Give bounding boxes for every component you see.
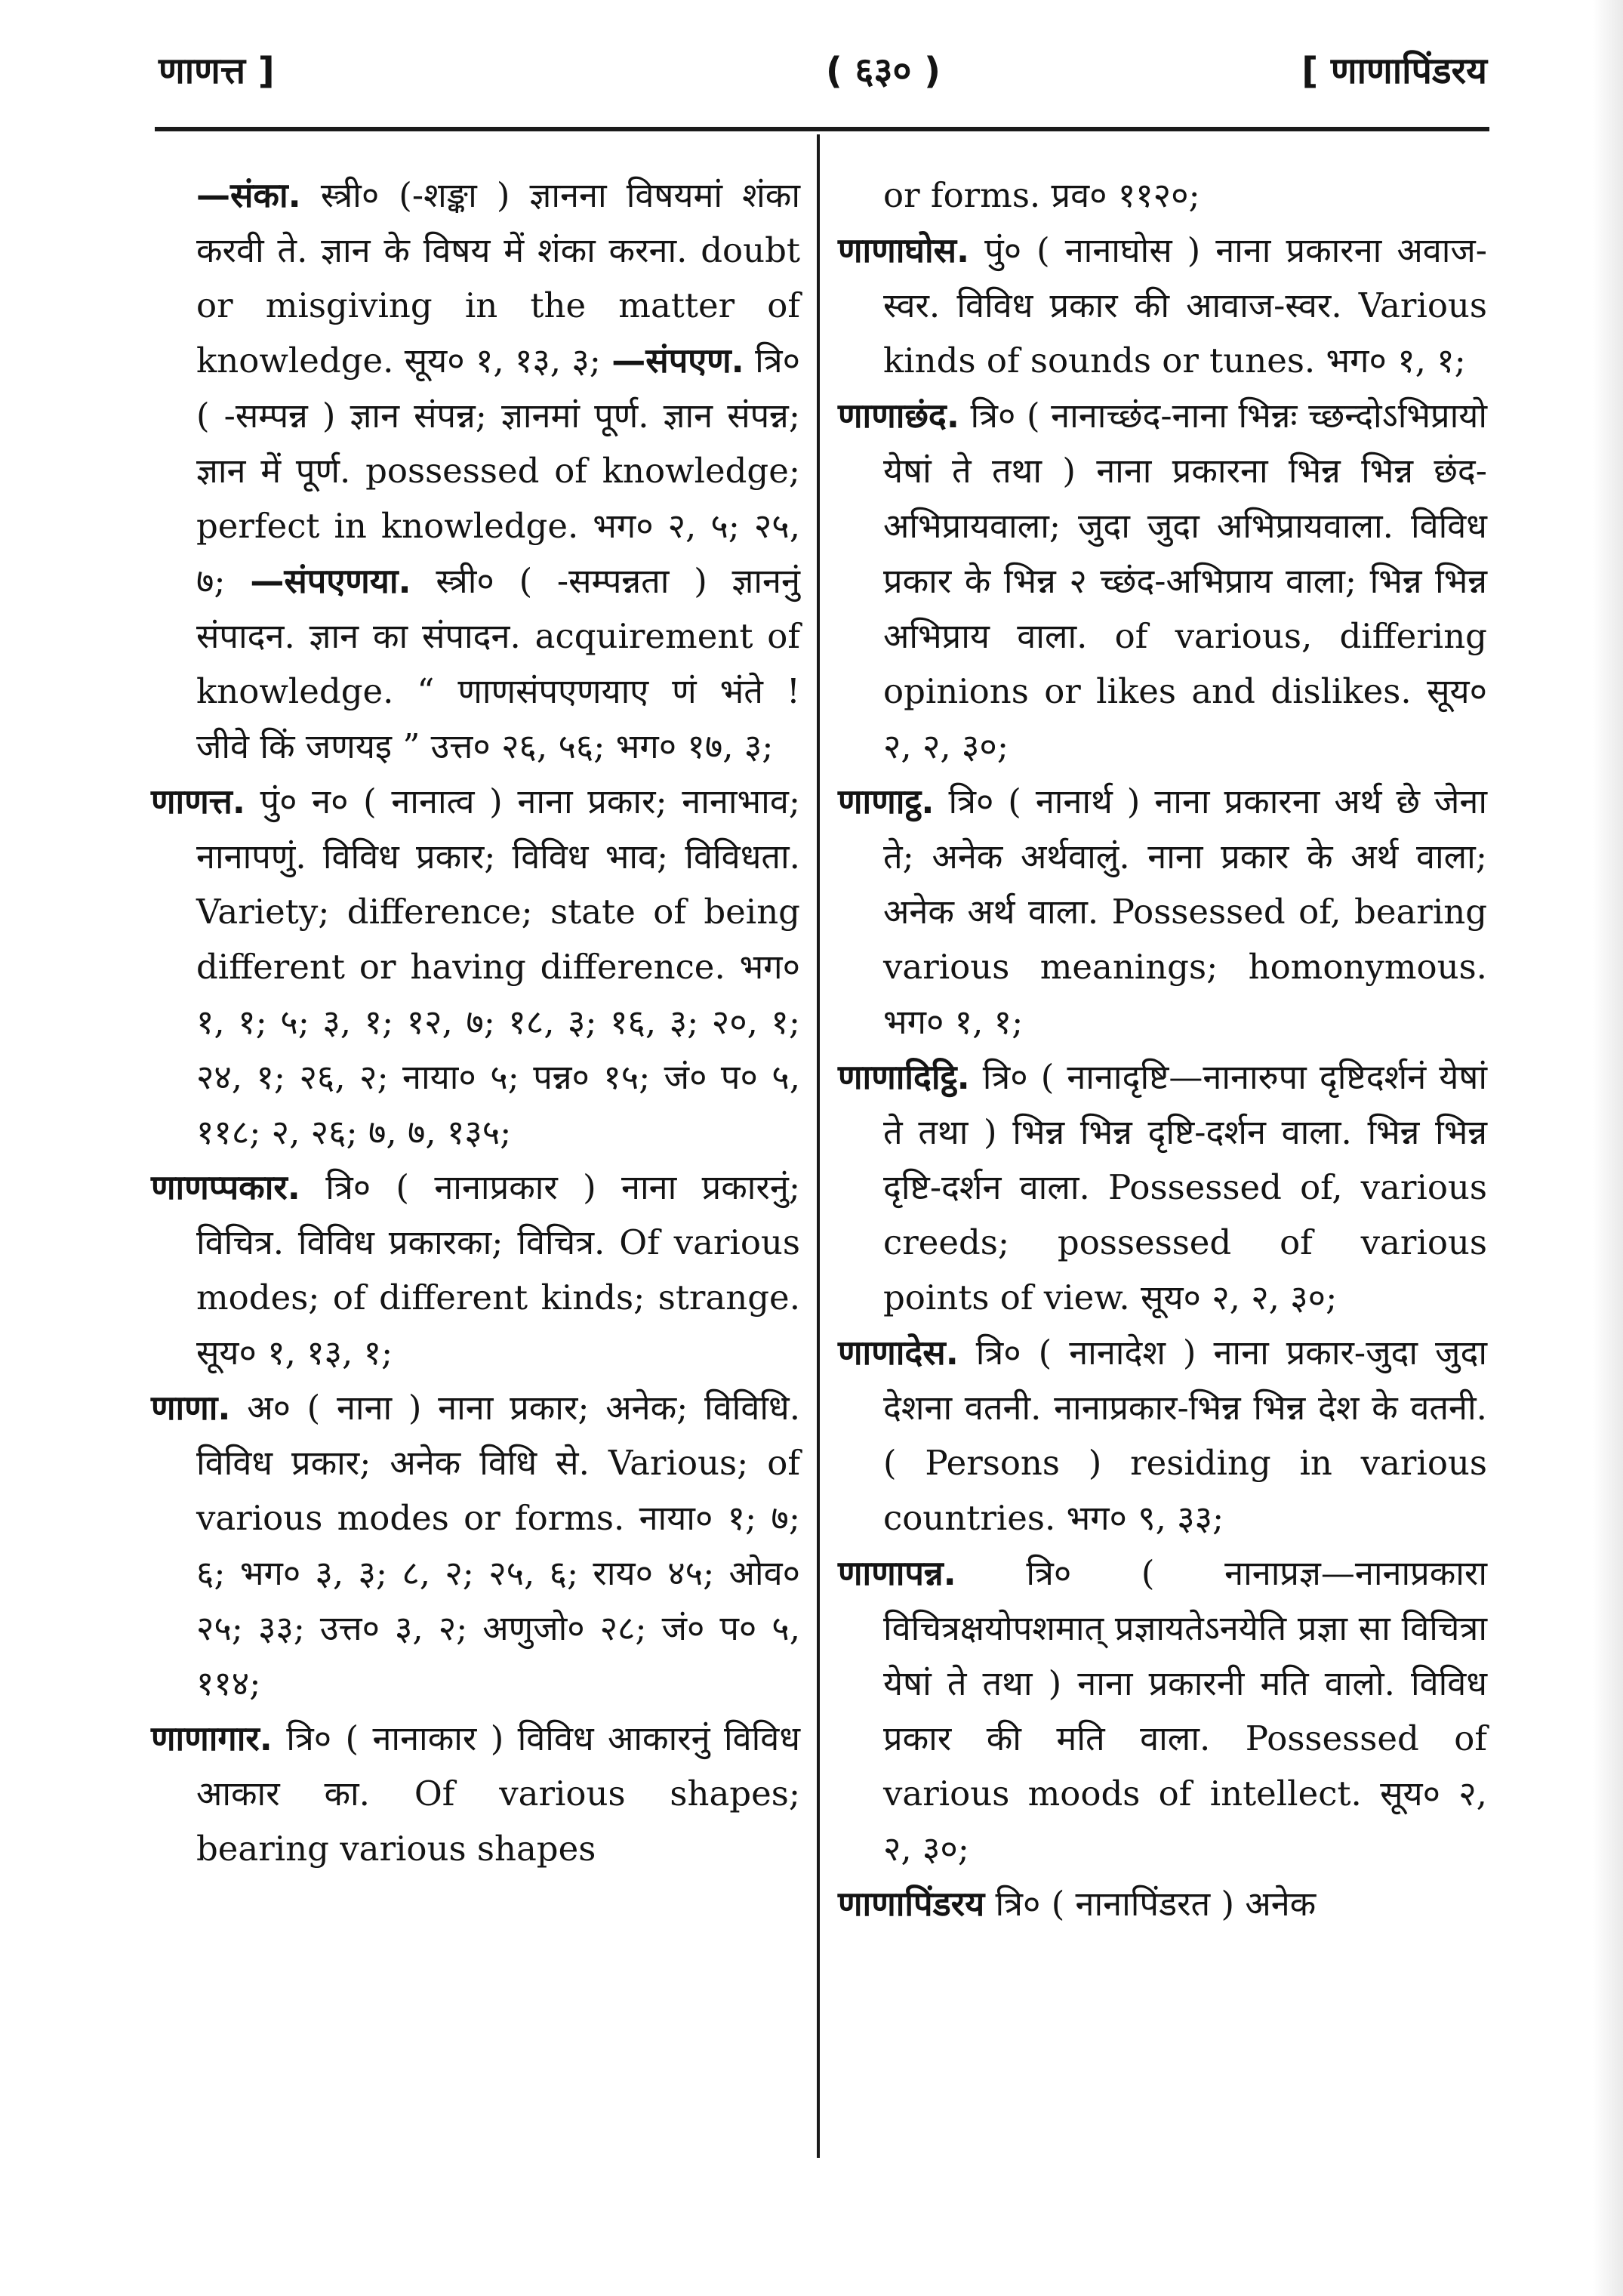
entry-headword: णाणत्त. [151,781,245,821]
entry-headword: णाणागार. [151,1718,273,1758]
entry-headword: णाणाघोस. [838,230,970,270]
header-rule [155,127,1489,131]
entry-text: त्रि० ( -सम्पन्न ) ज्ञान संपन्न; ज्ञानमां पूर्ण. ज्ञान संपन्न; ज्ञान में पूर्ण. possessed of knowledge; perfect in knowledge. भग० २, ५; २५, ७; [196,341,800,601]
entry-text: त्रि० ( नानादेश ) नाना प्रकार-जुदा जुदा देशना वतनी. नानाप्रकार-भिन्न भिन्न देश के वतनी. ( Persons ) residing in various countries. भग० ९, ३३; [883,1333,1487,1538]
entry-text: पुं० ( नानाघोस ) नाना प्रकारना अवाज-स्वर. विविध प्रकार की आवाज-स्वर. Various kinds of sounds or tunes. भग० १, १; [883,230,1487,381]
entry-headword: —संपएणया. [250,561,411,601]
dictionary-entry [838,388,1487,774]
entry-text: or forms. प्रव० ११२०; [883,175,1200,215]
entry-text: त्रि० ( नानाप्रकार ) नाना प्रकारनुं; विचित्र. विविध प्रकारका; विचित्र. Of various modes; of different kinds; strange. सूय० १, १३, १; [196,1167,800,1373]
page-number: ( ६३० ) [825,50,941,92]
page-header [151,36,1495,104]
entry-headword: —संका. [196,175,301,215]
dictionary-entry [838,1049,1487,1325]
entry-headword: णाणा. [151,1388,231,1428]
scan-edge-shadow [1593,0,1623,2296]
dictionary-entry [838,1546,1487,1876]
dictionary-entry [838,774,1487,1049]
entry-text: स्त्री० ( -सम्पन्नता ) ज्ञाननुं संपादन. ज्ञान का संपादन. acquirement of knowledge. “ णाणसंपएणयाए णं भंते ! जीवे किं जणयइ ” उत्त० २६, ५६; भग० १७, ३; [196,561,800,766]
entry-text: त्रि० ( नानाकार ) विविध आकारनुं विविध आकार का. Of various shapes; bearing various shapes [196,1718,800,1869]
entry-text: पुं० न० ( नानात्व ) नाना प्रकार; नानाभाव; नानापणुं. विविध प्रकार; विविध भाव; विविधता. Variety; difference; state of being different or having difference. भग० १, १; ५; ३, १; १२, ७; १८, ३; १६, ३; २०, १; २४, १; २६, २; नाया० ५; पन्न० १५; जं० प० ५, ११८; २, २६; ७, ७, १३५; [196,781,800,1152]
entry-text: त्रि० ( नानापिंडरत ) अनेक [984,1884,1317,1924]
entry-headword: णाणप्पकार. [151,1167,300,1207]
dictionary-entry [838,1325,1487,1546]
entry-headword: —संपएण. [611,341,744,381]
entry-text: अ० ( नाना ) नाना प्रकार; अनेक; विविधि. विविध प्रकार; अनेक विधि से. Various; of various modes or forms. नाया० १; ७; ६; भग० ३, ३; ८, २; २५, ६; राय० ४५; ओव० २५; ३३; उत्त० ३, २; अणुजो० २८; जं० प० ५, ११४; [196,1388,800,1703]
dictionary-entry [151,168,800,774]
right-column [838,168,1487,1931]
entry-text: स्त्री० (-शङ्का ) ज्ञानना विषयमां शंका करवी ते. ज्ञान के विषय में शंका करना. doubt or misgiving in the matter of knowledge. सूय० १, १३, ३; [196,175,800,381]
sub-entry [196,561,800,766]
header-left-guideword: णाणत्त ] [159,50,275,92]
dictionary-entry [838,168,1487,223]
entry-headword: णाणाछंद. [838,396,959,436]
entry-headword: णाणाट्ठ. [838,781,935,821]
dictionary-entry [151,1380,800,1711]
entry-text: त्रि० ( नानादृष्टि—नानारुपा दृष्टिदर्शनं येषां ते तथा ) भिन्न भिन्न दृष्टि-दर्शन वाला. भिन्न भिन्न दृष्टि-दर्शन वाला. Possessed of, various creeds; possessed of various points of view. सूय० २, २, ३०; [883,1057,1487,1318]
entry-text: त्रि० ( नानाप्रज्ञ—नानाप्रकारा विचित्रक्षयोपशमात् प्रज्ञायतेऽनयेति प्रज्ञा सा विचित्रा येषां ते तथा ) नाना प्रकारनी मति वालो. विविध प्रकार की मति वाला. Possessed of various moods of intellect. सूय० २, २, ३०; [883,1553,1487,1869]
entry-headword: णाणापन्न. [838,1553,956,1593]
dictionary-entry [838,1876,1487,1931]
header-right-guideword: [ णाणापिंडरय [1301,50,1487,92]
left-column [151,168,800,1876]
dictionary-entry [151,774,800,1160]
dictionary-entry [838,223,1487,388]
entry-text: त्रि० ( नानार्थ ) नाना प्रकारना अर्थ छे जेना ते; अनेक अर्थवालुं. नाना प्रकार के अर्थ वाला; अनेक अर्थ वाला. Possessed of, bearing various meanings; homonymous. भग० १, १; [883,781,1487,1042]
column-divider [817,134,820,2158]
dictionary-entry [151,1711,800,1876]
entry-headword: णाणादिट्ठि. [838,1057,970,1097]
dictionary-entry [151,1160,800,1380]
entry-text: त्रि० ( नानाच्छंद-नाना भिन्नः च्छन्दोऽभिप्रायो येषां ते तथा ) नाना प्रकारना भिन्न भिन्न छंद-अभिप्रायवाला; जुदा जुदा अभिप्रायवाला. विविध प्रकार के भिन्न २ च्छंद-अभिप्राय वाला; भिन्न भिन्न अभिप्राय वाला. of various, differing opinions or likes and dislikes. सूय० २, २, ३०; [883,396,1487,766]
entry-headword: णाणादेस. [838,1333,959,1373]
entry-headword: णाणापिंडरय [838,1884,985,1924]
